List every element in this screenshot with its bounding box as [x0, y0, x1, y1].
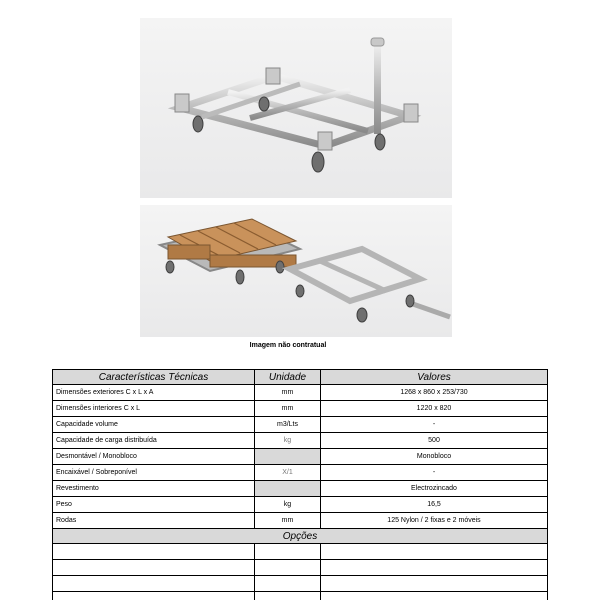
- row-unit: mm: [255, 513, 321, 529]
- row-unit: [255, 481, 321, 497]
- empty-cell: [321, 560, 548, 576]
- trolley-photo-with-pallet: [140, 205, 452, 337]
- row-label: Revestimento: [53, 481, 255, 497]
- options-header: Opções: [53, 529, 548, 544]
- table-row: [53, 433, 548, 449]
- row-label: Peso: [53, 497, 255, 513]
- row-unit: X/1: [255, 465, 321, 481]
- row-label: Rodas: [53, 513, 255, 529]
- table-row: [53, 497, 548, 513]
- row-label: Dimensões interiores C x L: [53, 401, 255, 417]
- table-header-row: [53, 370, 548, 385]
- row-value: -: [321, 465, 548, 481]
- row-value: Monobloco: [321, 449, 548, 465]
- row-unit: m3/Lts: [255, 417, 321, 433]
- row-label: Dimensões exteriores C x L x A: [53, 385, 255, 401]
- row-value: -: [321, 417, 548, 433]
- options-empty-row: [53, 544, 548, 560]
- table-row: [53, 417, 548, 433]
- empty-cell: [53, 592, 255, 600]
- trolley-frame-illustration: [140, 18, 452, 198]
- specs-table: [52, 369, 548, 600]
- empty-cell: [53, 560, 255, 576]
- empty-cell: [255, 560, 321, 576]
- empty-cell: [321, 592, 548, 600]
- options-header-row: [53, 529, 548, 544]
- options-empty-row: [53, 576, 548, 592]
- header-unit: Unidade: [255, 370, 321, 385]
- image-caption: Imagem não contratual: [249, 342, 327, 349]
- empty-cell: [255, 576, 321, 592]
- table-row: [53, 481, 548, 497]
- table-row: [53, 401, 548, 417]
- row-value: Electrozincado: [321, 481, 548, 497]
- row-unit: mm: [255, 401, 321, 417]
- row-value: 500: [321, 433, 548, 449]
- row-unit: [255, 449, 321, 465]
- row-value: 16,5: [321, 497, 548, 513]
- table-row: [53, 465, 548, 481]
- row-value: 1268 x 860 x 253/730: [321, 385, 548, 401]
- empty-cell: [321, 576, 548, 592]
- row-unit: kg: [255, 433, 321, 449]
- table-row: [53, 385, 548, 401]
- trolley-photo-empty: [140, 18, 452, 198]
- header-characteristics: Características Técnicas: [53, 370, 255, 385]
- row-label: Capacidade de carga distribuída: [53, 433, 255, 449]
- row-value: 125 Nylon / 2 fixas e 2 móveis: [321, 513, 548, 529]
- table-row: [53, 449, 548, 465]
- row-label: Encaixável / Sobreponível: [53, 465, 255, 481]
- trolley-pallet-illustration: [140, 205, 452, 337]
- empty-cell: [53, 576, 255, 592]
- empty-cell: [321, 544, 548, 560]
- empty-cell: [255, 592, 321, 600]
- empty-cell: [53, 544, 255, 560]
- row-unit: kg: [255, 497, 321, 513]
- table-row: [53, 513, 548, 529]
- row-unit: mm: [255, 385, 321, 401]
- header-values: Valores: [321, 370, 548, 385]
- options-empty-row: [53, 592, 548, 600]
- row-label: Desmontável / Monobloco: [53, 449, 255, 465]
- empty-cell: [255, 544, 321, 560]
- row-value: 1220 x 820: [321, 401, 548, 417]
- row-label: Capacidade volume: [53, 417, 255, 433]
- options-empty-row: [53, 560, 548, 576]
